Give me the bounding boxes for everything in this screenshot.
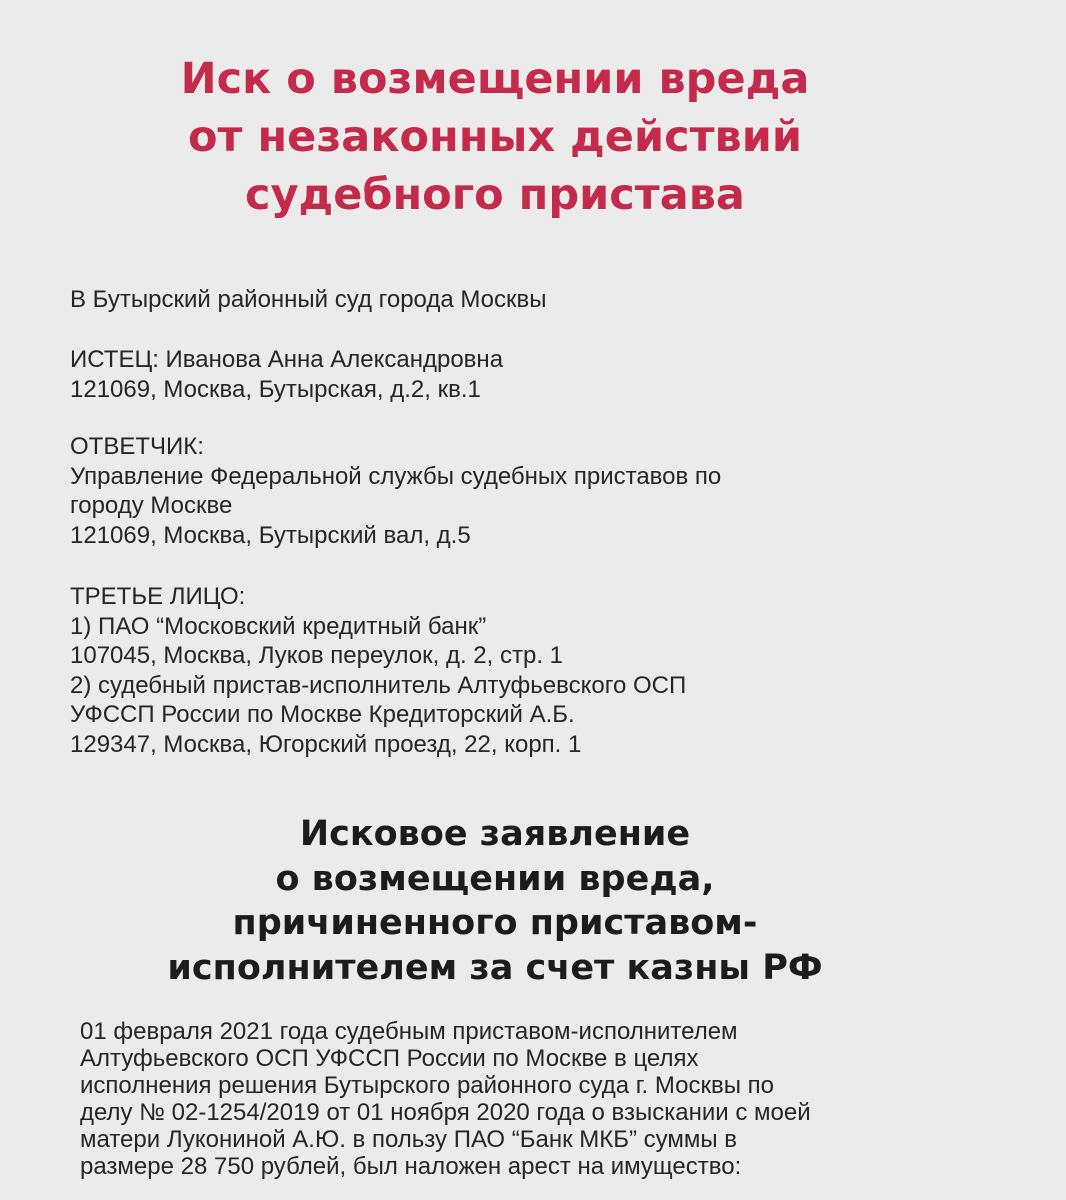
defendant-address: 121069, Москва, Бутырский вал, д.5 bbox=[70, 521, 471, 549]
claim-title-line: о возмещении вреда, bbox=[275, 858, 715, 899]
third-party-block bbox=[70, 582, 1030, 759]
claim-body-line: размере 28 750 рублей, был наложен арест на имущество: bbox=[80, 1153, 742, 1180]
third-party-line: УФССП России по Москве Кредиторский А.Б. bbox=[70, 701, 575, 728]
defendant-name-line: Управление Федеральной службы судебных приставов по bbox=[70, 462, 722, 490]
claim-body-line: 01 февраля 2021 года судебным приставом-исполнителем bbox=[80, 1018, 738, 1045]
third-party-line: 1) ПАО “Московский кредитный банк” bbox=[70, 612, 487, 640]
defendant-block bbox=[70, 432, 1030, 550]
court-addressee bbox=[70, 285, 1030, 315]
claim-body-line: исполнения решения Бутырского районного суда г. Москвы по bbox=[80, 1072, 774, 1099]
document-title-line: от незаконных действий bbox=[188, 112, 802, 162]
plaintiff-label: ИСТЕЦ: bbox=[70, 346, 159, 373]
document-title-line: судебного пристава bbox=[245, 170, 745, 220]
defendant-name-line: городу Москве bbox=[70, 492, 233, 519]
plaintiff-address: 121069, Москва, Бутырская, д.2, кв.1 bbox=[70, 375, 481, 403]
third-party-line: 129347, Москва, Югорский проезд, 22, корп. 1 bbox=[70, 730, 582, 758]
third-party-label: ТРЕТЬЕ ЛИЦО: bbox=[70, 583, 246, 610]
claim-body bbox=[80, 1018, 1040, 1180]
defendant-label: ОТВЕТЧИК: bbox=[70, 433, 204, 460]
plaintiff-block bbox=[70, 345, 1030, 404]
document-title bbox=[0, 50, 990, 224]
claim-title-line: Исковое заявление bbox=[299, 814, 691, 854]
document-title-line: Иск о возмещении вреда bbox=[180, 54, 810, 104]
claim-body-line: матери Лукониной А.Ю. в пользу ПАО “Банк МКБ” суммы в bbox=[80, 1126, 738, 1153]
third-party-line: 107045, Москва, Луков переулок, д. 2, стр. 1 bbox=[70, 642, 563, 669]
claim-title bbox=[0, 812, 990, 990]
claim-body-line: Алтуфьевского ОСП УФССП России по Москве в целях bbox=[80, 1045, 699, 1072]
plaintiff-name: Иванова Анна Александровна bbox=[165, 346, 504, 373]
claim-title-line: причиненного приставом- bbox=[232, 903, 758, 943]
plaintiff-line bbox=[70, 345, 1030, 375]
claim-title-line: исполнителем за счет казны РФ bbox=[167, 947, 823, 988]
claim-body-line: делу № 02-1254/2019 от 01 ноября 2020 года о взыскании с моей bbox=[80, 1099, 811, 1126]
third-party-line: 2) судебный пристав-исполнитель Алтуфьевского ОСП bbox=[70, 671, 687, 699]
court-name: В Бутырский районный суд города Москвы bbox=[70, 286, 547, 313]
